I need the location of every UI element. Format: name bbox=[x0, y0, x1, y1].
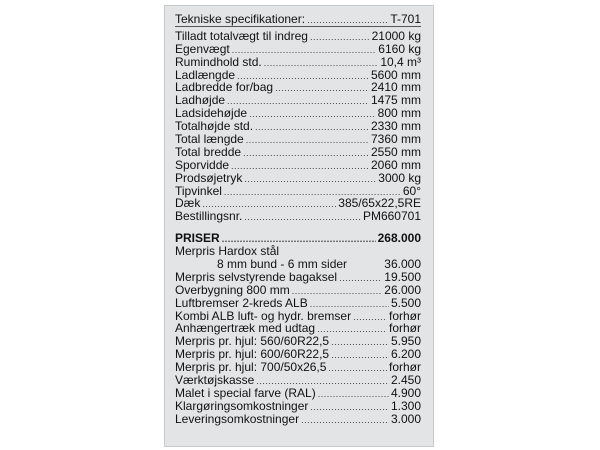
leader-dots bbox=[244, 173, 376, 186]
leader-dots bbox=[246, 134, 369, 147]
spec-label: Rumindhold std. bbox=[175, 54, 262, 69]
prices-header-label: PRISER bbox=[175, 231, 220, 246]
price-value: 1.300 bbox=[390, 398, 421, 413]
leader-dots bbox=[227, 95, 369, 108]
leader-dots bbox=[331, 336, 389, 349]
price-label: Kombi ALB luft- og hydr. bremser bbox=[175, 308, 352, 323]
price-row bbox=[175, 297, 421, 310]
spec-row bbox=[175, 172, 421, 185]
spec-value: 3000 kg bbox=[378, 170, 421, 185]
spec-row bbox=[175, 56, 421, 69]
spec-value: 6160 kg bbox=[378, 41, 421, 56]
price-value: 19.500 bbox=[384, 269, 421, 284]
price-value: 5.500 bbox=[390, 295, 421, 310]
spec-value: 2410 mm bbox=[370, 80, 421, 95]
price-label: 8 mm bund - 6 mm sider bbox=[217, 257, 348, 272]
price-value: 6.200 bbox=[390, 347, 421, 362]
spec-sheet-panel bbox=[164, 5, 434, 447]
leader-dots bbox=[339, 272, 382, 285]
leader-dots bbox=[328, 362, 387, 375]
spec-value: 385/65x22,5RE bbox=[338, 196, 421, 211]
price-row bbox=[175, 413, 421, 426]
spec-value: PM660701 bbox=[362, 209, 421, 224]
spec-value: 10,4 m³ bbox=[380, 54, 421, 69]
spec-value: 1475 mm bbox=[370, 93, 421, 108]
price-label: Værktøjskasse bbox=[175, 373, 255, 388]
spec-value: 7360 mm bbox=[370, 132, 421, 147]
spec-value: 2060 mm bbox=[370, 157, 421, 172]
price-label: Malet i special farve (RAL) bbox=[175, 385, 316, 400]
spec-label: Ladbredde for/bag bbox=[175, 80, 274, 95]
spec-header-label: Tekniske specifikationer: bbox=[175, 12, 306, 26]
price-row bbox=[175, 374, 421, 387]
spec-label: Bestillingsnr. bbox=[175, 209, 243, 224]
price-label: Merpris selvstyrende bagaksel bbox=[175, 269, 338, 284]
price-label: Merpris pr. hjul: 600/60R22,5 bbox=[175, 347, 330, 362]
price-label: Klargøringsomkostninger bbox=[175, 398, 309, 413]
leader-dots bbox=[307, 14, 388, 27]
leader-dots bbox=[275, 82, 369, 95]
spec-label: Dæk bbox=[175, 196, 201, 211]
price-label: Merpris Hardox stål bbox=[175, 244, 280, 259]
price-row bbox=[175, 284, 421, 297]
spec-label: Ladhøjde bbox=[175, 93, 226, 108]
spec-label: Totalhøjde std. bbox=[175, 119, 254, 134]
price-row bbox=[175, 400, 421, 413]
price-label: Overbygning 800 mm bbox=[175, 282, 290, 297]
leader-dots bbox=[331, 349, 389, 362]
price-label: Leveringsomkostninger bbox=[175, 411, 300, 426]
spec-label: Total bredde bbox=[175, 144, 242, 159]
base-price: 268.000 bbox=[377, 231, 421, 246]
price-label: Merpris pr. hjul: 700/50x26,5 bbox=[175, 360, 327, 375]
spec-label: Tipvinkel bbox=[175, 183, 222, 198]
leader-dots bbox=[243, 147, 369, 160]
price-value: 5.950 bbox=[390, 334, 421, 349]
price-value: 36.000 bbox=[384, 257, 421, 272]
spec-row bbox=[175, 210, 421, 223]
leader-dots bbox=[244, 211, 361, 224]
spec-row bbox=[175, 159, 421, 172]
spec-value: 21000 kg bbox=[371, 28, 421, 43]
price-row bbox=[175, 258, 421, 271]
spec-rows bbox=[175, 13, 421, 426]
spec-header-row bbox=[175, 13, 421, 27]
spec-row bbox=[175, 146, 421, 159]
leader-dots bbox=[264, 57, 379, 70]
spec-value: 5600 mm bbox=[370, 67, 421, 82]
price-row bbox=[175, 387, 421, 400]
leader-dots bbox=[318, 388, 389, 401]
spec-label: Ladlængde bbox=[175, 67, 236, 82]
spec-value: 2550 mm bbox=[370, 144, 421, 159]
spec-label: Ladsidehøjde bbox=[175, 106, 248, 121]
price-value: 3.000 bbox=[390, 411, 421, 426]
leader-dots bbox=[231, 160, 369, 173]
price-label: Anhængertræk med udtag bbox=[175, 321, 316, 336]
spec-label: Egenvægt bbox=[175, 41, 230, 56]
spec-label: Sporvidde bbox=[175, 157, 230, 172]
spec-label: Prodsøjetryk bbox=[175, 170, 243, 185]
price-value: 2.450 bbox=[390, 373, 421, 388]
price-label: Merpris pr. hjul: 560/60R22,5 bbox=[175, 334, 330, 349]
price-label: Luftbremser 2-kreds ALB bbox=[175, 295, 308, 310]
spec-label: Total længde bbox=[175, 132, 244, 147]
spec-row bbox=[175, 30, 421, 43]
price-value: 26.000 bbox=[384, 282, 421, 297]
price-value: 4.900 bbox=[390, 385, 421, 400]
spec-row bbox=[175, 133, 421, 146]
leader-dots bbox=[255, 121, 369, 134]
spec-value: 800 mm bbox=[377, 106, 421, 121]
price-value: forhør bbox=[388, 360, 421, 375]
spec-value: 60° bbox=[402, 183, 421, 198]
spec-value: 2330 mm bbox=[370, 119, 421, 134]
price-row bbox=[175, 271, 421, 284]
price-value: forhør bbox=[388, 308, 421, 323]
leader-dots bbox=[353, 311, 387, 324]
leader-dots bbox=[249, 108, 376, 121]
spec-label: Tilladt totalvægt til indreg bbox=[175, 28, 308, 43]
leader-dots bbox=[310, 31, 370, 44]
leader-dots bbox=[301, 414, 389, 427]
leader-dots bbox=[310, 401, 389, 414]
spec-header-model: T-701 bbox=[390, 12, 421, 26]
spec-row bbox=[175, 43, 421, 56]
price-value: forhør bbox=[388, 321, 421, 336]
